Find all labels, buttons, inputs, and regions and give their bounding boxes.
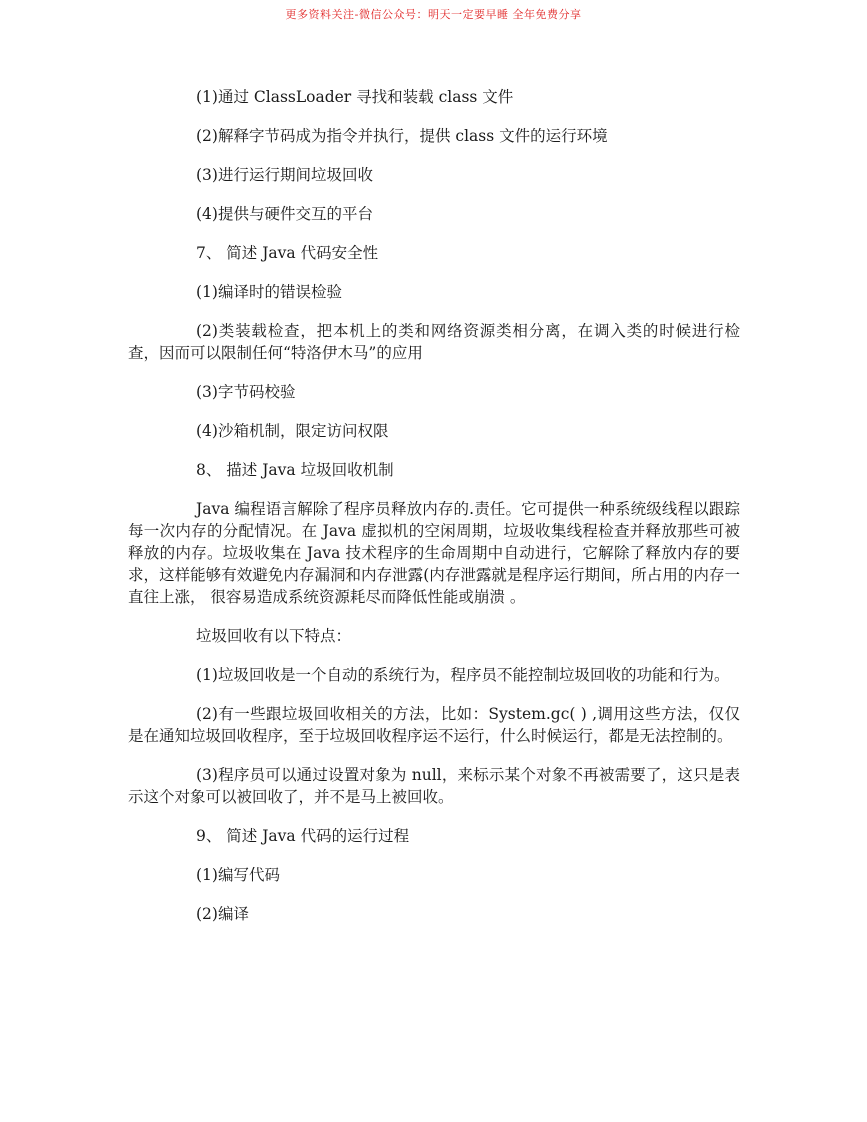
list-item-bytecode: (2)解释字节码成为指令并执行，提供 class 文件的运行环境 [196,127,608,145]
list-item-compile-check: (1)编译时的错误检验 [196,283,342,301]
list-item-class-loading: (2)类装载检查，把本机上的类和网络资源类相分离，在调入类的时候进行检查，因而可以限制任何“特洛伊木马”的应用 [128,322,740,362]
list-item-write-code: (1)编写代码 [196,866,280,884]
gc-features-intro: 垃圾回收有以下特点： [196,627,352,645]
gc-description-paragraph: Java 编程语言解除了程序员释放内存的.责任。它可提供一种系统级线程以跟踪每一次内存的分配情况。在 Java 虚拟机的空闲周期，垃圾收集线程检查并释放那些可被释放的内存。垃圾收集在 Java 技术程序的生命周期中自动进行，它解除了释放内存的要求，这样能够有效避免内存漏洞和内存泄露(内存泄露就是程序运行期间，所占用的内存一直往上涨， 很容易造成系统资源耗尽而降低性能或崩溃 。 [128,500,740,606]
section-heading-7: 7、 简述 Java 代码安全性 [196,244,379,262]
list-item-null-reference: (3)程序员可以通过设置对象为 null，来标示某个对象不再被需要了，这只是表示这个对象可以被回收了，并不是马上被回收。 [128,766,740,806]
list-item-compile: (2)编译 [196,905,249,923]
page-header-banner: 更多资料关注-微信公众号：明天一定要早睡 全年免费分享 [285,8,582,21]
list-item-system-gc: (2)有一些跟垃圾回收相关的方法，比如：System.gc( ) ,调用这些方法，仅仅是在通知垃圾回收程序，至于垃圾回收程序运不运行，什么时候运行，都是无法控制的。 [128,705,740,745]
section-heading-8: 8、 描述 Java 垃圾回收机制 [196,461,394,479]
list-item-classloader: (1)通过 ClassLoader 寻找和装载 class 文件 [196,88,514,106]
list-item-gc-auto: (1)垃圾回收是一个自动的系统行为，程序员不能控制垃圾回收的功能和行为。 [196,666,730,684]
document-body [128,86,740,942]
list-item-gc-runtime: (3)进行运行期间垃圾回收 [196,166,373,184]
list-item-bytecode-verify: (3)字节码校验 [196,383,296,401]
section-heading-9: 9、 简述 Java 代码的运行过程 [196,827,410,845]
list-item-sandbox: (4)沙箱机制，限定访问权限 [196,422,389,440]
list-item-hardware: (4)提供与硬件交互的平台 [196,205,373,223]
